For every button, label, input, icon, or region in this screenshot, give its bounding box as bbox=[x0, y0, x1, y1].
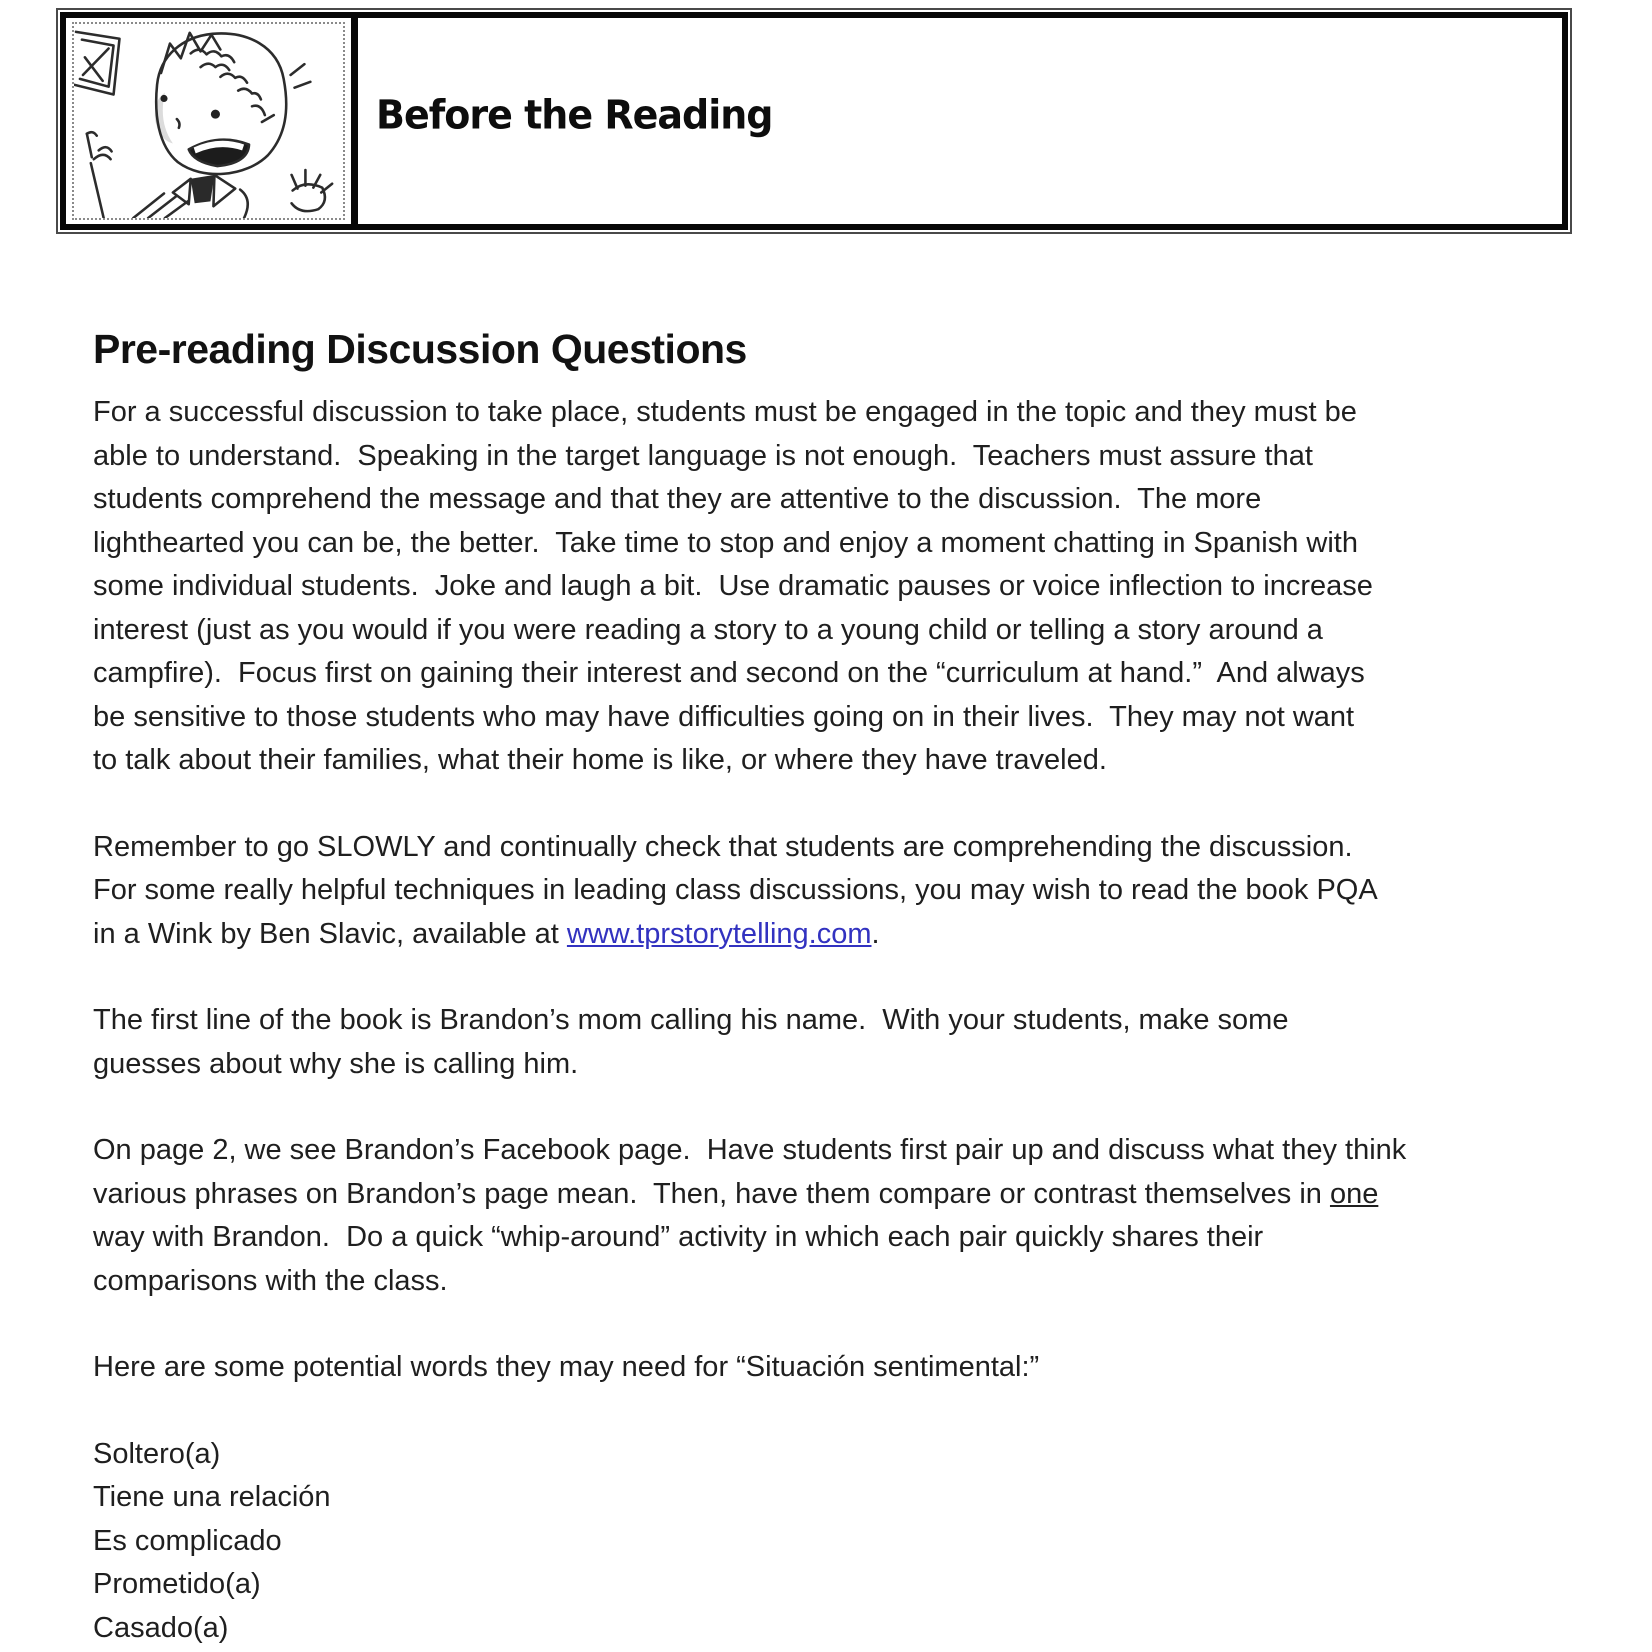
document-body bbox=[93, 325, 1568, 1650]
text-line: The first line of the book is Brandon’s mom calling his name. With your students, make some bbox=[93, 1004, 1289, 1036]
text-line: students comprehend the message and that they are attentive to the discussion. The more bbox=[93, 483, 1262, 515]
paragraph-first-line bbox=[93, 999, 1568, 1086]
section-title: Pre-reading Discussion Questions bbox=[93, 326, 747, 372]
text-line: Remember to go SLOWLY and continually check that students are comprehending the discussion. bbox=[93, 830, 1353, 863]
vocab-word: Es complicado bbox=[93, 1524, 282, 1557]
text-line: lighthearted you can be, the better. Take time to stop and enjoy a moment chatting in Spanish with bbox=[93, 526, 1358, 559]
tprstorytelling-link[interactable]: www.tprstorytelling.com bbox=[566, 917, 872, 950]
link-suffix-text: . bbox=[871, 917, 880, 950]
text-line: On page 2, we see Brandon’s Facebook page. Have students first pair up and discuss what they think bbox=[93, 1134, 1407, 1166]
text-line: Here are some potential words they may need for “Situación sentimental:” bbox=[93, 1351, 1040, 1383]
text-line-with-underline bbox=[93, 1173, 1568, 1217]
paragraph-discussion-intro bbox=[93, 391, 1568, 783]
header-title-cell bbox=[358, 18, 1562, 224]
paragraph-potential-words bbox=[93, 1346, 1568, 1390]
vocab-word-list bbox=[93, 1433, 1568, 1651]
vocab-word: Soltero(a) bbox=[93, 1437, 221, 1470]
banner-title: Before the Reading bbox=[376, 91, 773, 139]
paragraph-go-slowly bbox=[93, 826, 1568, 957]
text-line: guesses about why she is calling him. bbox=[93, 1047, 579, 1080]
underlined-word: one bbox=[1329, 1177, 1379, 1210]
vocab-word: Prometido(a) bbox=[93, 1568, 261, 1600]
text-line: be sensitive to those students who may have difficulties going on in their lives. They may not want bbox=[93, 700, 1355, 733]
underline-prefix-text: various phrases on Brandon’s page mean. Then, have them compare or contrast themselves in bbox=[93, 1177, 1330, 1210]
text-line: able to understand. Speaking in the target language is not enough. Teachers must assure that bbox=[93, 439, 1313, 472]
text-line: interest (just as you would if you were reading a story to a young child or telling a story around a bbox=[93, 613, 1323, 646]
excited-boy-cartoon-drawing bbox=[74, 24, 343, 218]
text-line: For some really helpful techniques in leading class discussions, you may wish to read the book PQA bbox=[93, 874, 1378, 906]
excited-boy-cartoon bbox=[72, 22, 345, 220]
text-line: way with Brandon. Do a quick “whip-around” activity in which each pair quickly shares their bbox=[93, 1221, 1264, 1253]
text-line: comparisons with the class. bbox=[93, 1264, 448, 1297]
paragraph-facebook-activity bbox=[93, 1129, 1568, 1303]
vocab-word: Tiene una relación bbox=[93, 1481, 331, 1513]
text-line: to talk about their families, what their home is like, or where they have traveled. bbox=[93, 744, 1107, 776]
text-line: some individual students. Joke and laugh a bit. Use dramatic pauses or voice inflection to increase bbox=[93, 570, 1373, 602]
text-line-with-link bbox=[93, 913, 1568, 957]
link-prefix-text: in a Wink by Ben Slavic, available at bbox=[93, 917, 567, 950]
vocab-word: Casado(a) bbox=[93, 1611, 229, 1644]
header-banner bbox=[60, 12, 1568, 230]
text-line: campfire). Focus first on gaining their interest and second on the “curriculum at hand.” And always bbox=[93, 657, 1365, 689]
text-line: For a successful discussion to take place, students must be engaged in the topic and they must be bbox=[93, 396, 1357, 428]
header-image-cell bbox=[66, 18, 358, 224]
